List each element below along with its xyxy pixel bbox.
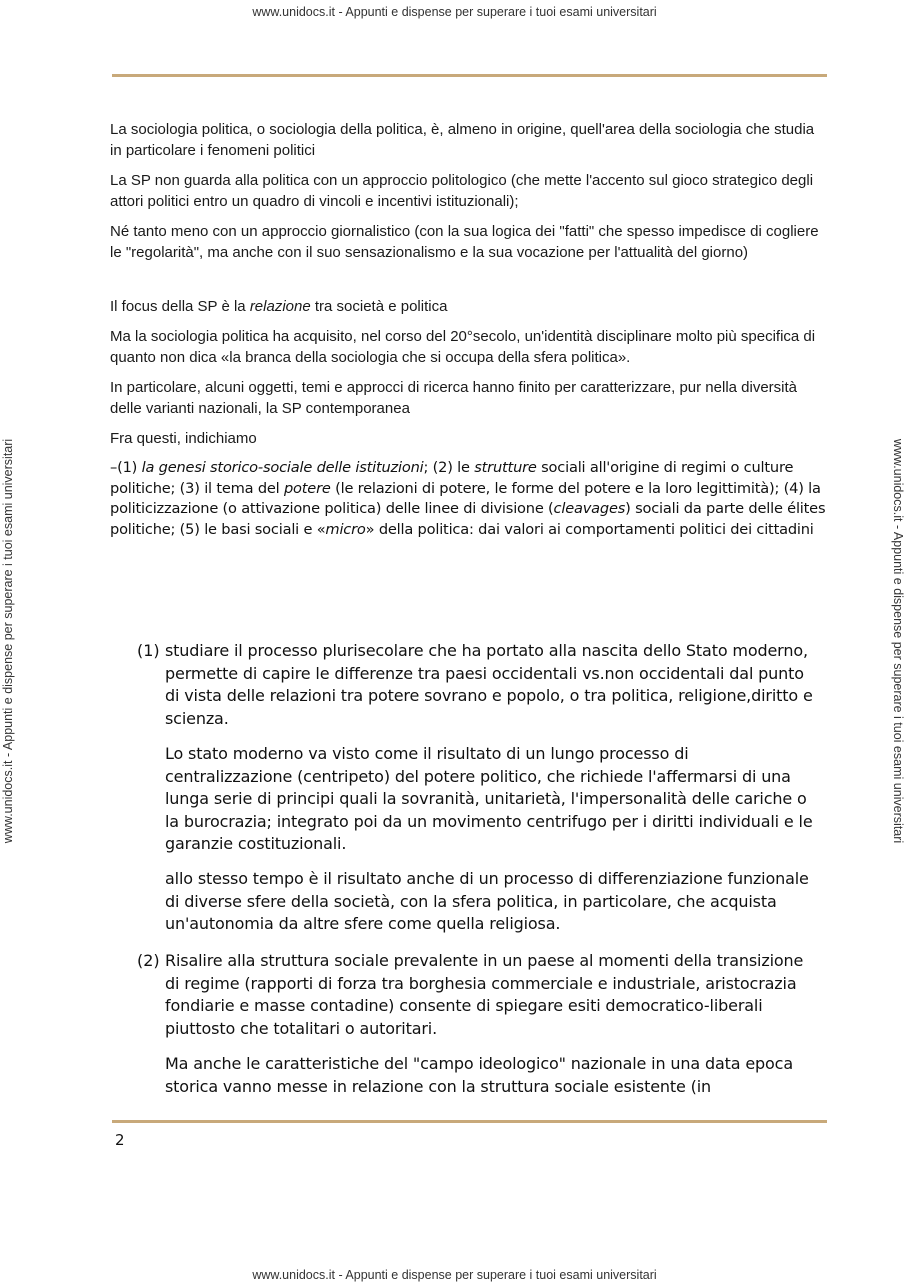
paragraph-3: Né tanto meno con un approccio giornalistico (con la sua logica dei "fatti" che spesso impedisce di cogliere le "regolarità", ma anche con il suo sensazionalismo e la sua vocazione per l'attualità del giorno) <box>110 223 819 261</box>
footer-rule <box>112 1120 827 1123</box>
page-number: 2 <box>115 1131 125 1149</box>
paragraph-5: Ma la sociologia politica ha acquisito, nel corso del 20°secolo, un'identità disciplinare molto più specifica di quanto non dica «la branca della sociologia che si occupa della sfera politica». <box>110 328 816 366</box>
paragraph-4: Il focus della SP è la relazione tra società e politica <box>110 298 448 315</box>
paragraph-6: In particolare, alcuni oggetti, temi e approcci di ricerca hanno finito per caratterizzare, pur nella diversità delle varianti nazionali, la SP contemporanea <box>110 379 798 417</box>
point-1-paragraph-1: studiare il processo plurisecolare che ha portato alla nascita dello Stato moderno, permette di capire le differenze tra paesi occidentali vs.non occidentali dal punto di vista delle relazioni tra potere sovrano e popolo, o tra politica, religione,diritto e scienza. <box>165 641 813 728</box>
themes-list-paragraph: –(1) la genesi storico-sociale delle istituzioni; (2) le strutture sociali all'origine di regimi o culture politiche; (3) il tema del potere (le relazioni di potere, le forme del potere e la loro legittimità); (4) la politicizzazione (o attivazione politica) delle linee di divisione (cleavages) sociali da parte delle élites politiche; (5) le basi sociali e «micro» della politica: dai valori ai comportamenti politici dei cittadini <box>110 459 826 538</box>
point-2-number: (2) <box>137 951 160 970</box>
right-watermark: www.unidocs.it - Appunti e dispense per superare i tuoi esami universitari <box>891 438 905 844</box>
point-2-paragraph-2: Ma anche le caratteristiche del "campo ideologico" nazionale in una data epoca storica vanno messe in relazione con la struttura sociale esistente (in <box>165 1054 793 1096</box>
point-1-number: (1) <box>137 641 160 660</box>
header-rule <box>112 74 827 77</box>
paragraph-1: La sociologia politica, o sociologia della politica, è, almeno in origine, quell'area della sociologia che studia in particolare i fenomeni politici <box>110 121 815 159</box>
point-1-paragraph-3: allo stesso tempo è il risultato anche di un processo di differenziazione funzionale di diverse sfere della società, con la sfera politica, in particolare, che acquista un'autonomia da altre sfere come quella religiosa. <box>165 869 809 933</box>
header-watermark: www.unidocs.it - Appunti e dispense per superare i tuoi esami universitari <box>252 5 657 19</box>
paragraph-7: Fra questi, indichiamo <box>110 430 257 447</box>
paragraph-2: La SP non guarda alla politica con un approccio politologico (che mette l'accento sul gioco strategico degli attori politici entro un quadro di vincoli e incentivi istituzionali); <box>110 172 814 210</box>
point-1-paragraph-2: Lo stato moderno va visto come il risultato di un lungo processo di centralizzazione (centripeto) del potere politico, che richiede l'affermarsi di una lunga serie di principi quali la sovranità, unitarietà, l'impersonalità delle cariche o la burocrazia; integrato poi da un movimento centrifugo per i diritti individuali e le garanzie costituzionali. <box>165 744 813 853</box>
left-watermark: www.unidocs.it - Appunti e dispense per superare i tuoi esami universitari <box>1 438 15 844</box>
footer-watermark: www.unidocs.it - Appunti e dispense per superare i tuoi esami universitari <box>252 1268 657 1282</box>
point-2-paragraph-1: Risalire alla struttura sociale prevalente in un paese al momenti della transizione di regime (rapporti di forza tra borghesia commerciale e industriale, aristocrazia fondiarie e masse contadine) consente di spiegare esiti democratico-liberali piuttosto che totalitari o autoritari. <box>165 951 804 1038</box>
